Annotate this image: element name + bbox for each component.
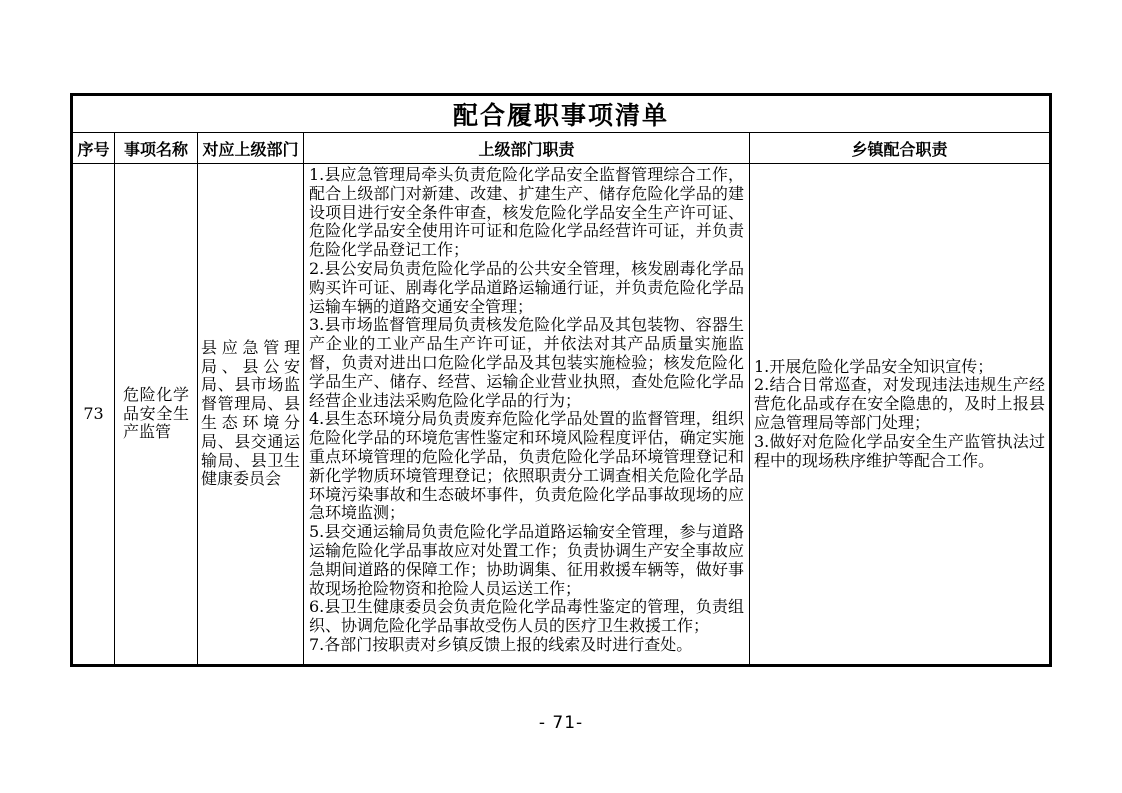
table-row	[72, 164, 1051, 666]
table-title-row	[72, 95, 1051, 133]
column-header-serial: 序号	[72, 133, 115, 164]
superior-duty-item: 1.县应急管理局牵头负责危险化学品安全监督管理综合工作，配合上级部门对新建、改建、扩建生产、储存危险化学品的建设项目进行安全条件审查，核发危险化学品安全生产许可证、危险化学品安全使用许可证和危险化学品经营许可证，并负责危险化学品登记工作；	[309, 165, 744, 260]
superior-duty-item: 7.各部门按职责对乡镇反馈上报的线索及时进行查处。	[309, 634, 693, 654]
column-header-item-name: 事项名称	[115, 133, 198, 164]
superior-duty-item: 5.县交通运输局负责危险化学品道路运输安全管理，参与道路运输危险化学品事故应对处置工作；负责协调生产安全事故应急期间道路的保障工作；协助调集、征用救援车辆等，做好事故现场抢险物资和抢险人员运送工作；	[309, 522, 744, 598]
cell-township-duties	[750, 164, 1051, 666]
township-duties-text	[754, 358, 1045, 471]
column-header-superior-duties: 上级部门职责	[304, 133, 750, 164]
superior-duty-item: 3.县市场监督管理局负责核发危险化学品及其包装物、容器生产企业的工业产品生产许可证，并依法对其产品质量实施监督，负责对进出口危险化学品及其包装实施检验；核发危险化学品生产、储存、经营、运输企业营业执照，查处危险化学品经营企业违法采购危险化学品的行为；	[309, 315, 744, 410]
cell-serial-number: 73	[72, 164, 115, 666]
table-header-row	[72, 133, 1051, 164]
cell-superior-departments: 县应急管理局、县公安局、县市场监督管理局、县生态环境分局、县交通运输局、县卫生健康委员会	[198, 164, 304, 666]
township-duty-item: 1.开展危险化学品安全知识宣传；	[754, 356, 994, 376]
column-header-township-duties: 乡镇配合职责	[750, 133, 1051, 164]
superior-duty-item: 4.县生态环境分局负责废弃危险化学品处置的监督管理，组织危险化学品的环境危害性鉴定和环境风险程度评估，确定实施重点环境管理的危险化学品，负责危险化学品环境管理登记和新化学物质环境管理登记；依照职责分工调查相关危险化学品环境污染事故和生态破坏事件，负责危险化学品事故现场的应急环境监测；	[309, 409, 744, 523]
township-duty-item: 3.做好对危险化学品安全生产监管执法过程中的现场秩序维护等配合工作。	[754, 431, 1046, 470]
duty-list-table	[70, 93, 1052, 667]
column-header-superior-department: 对应上级部门	[198, 133, 304, 164]
table-title: 配合履职事项清单	[72, 95, 1051, 133]
cell-superior-duties	[304, 164, 750, 666]
cell-item-name: 危险化学品安全生产监管	[115, 164, 198, 666]
superior-duties-text	[304, 164, 749, 664]
superior-duty-item: 6.县卫生健康委员会负责危险化学品毒性鉴定的管理，负责组织、协调危险化学品事故受伤人员的医疗卫生救援工作；	[309, 597, 744, 636]
superior-duty-item: 2.县公安局负责危险化学品的公共安全管理，核发剧毒化学品购买许可证、剧毒化学品道路运输通行证，并负责危险化学品运输车辆的道路交通安全管理；	[309, 258, 744, 316]
page-number: - 71-	[538, 713, 584, 733]
township-duty-item: 2.结合日常巡查，对发现违法违规生产经营危化品或存在安全隐患的，及时上报县应急管理局等部门处理；	[754, 375, 1046, 432]
